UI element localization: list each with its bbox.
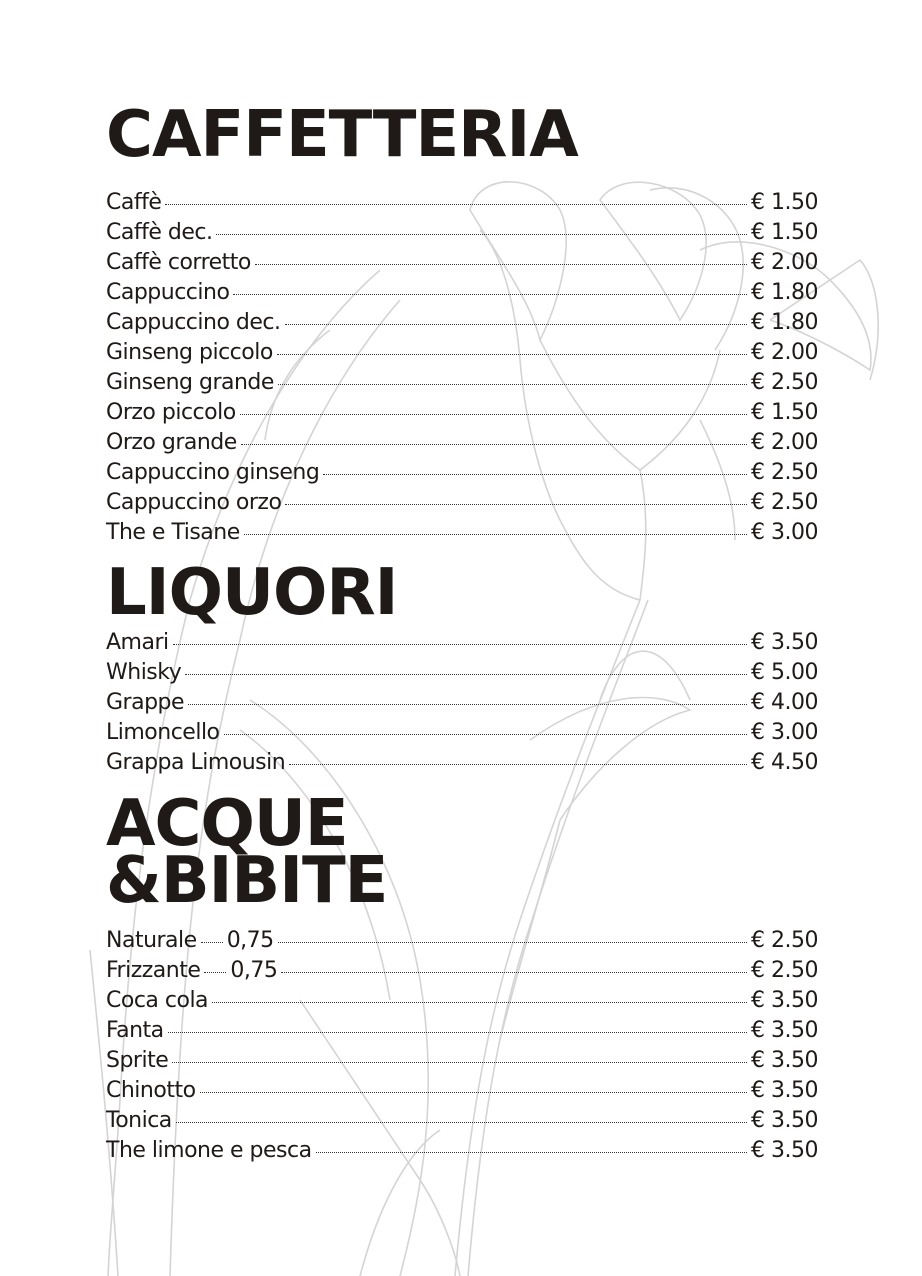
- menu-item-name: Caffè corretto: [106, 250, 251, 275]
- dot-leader: [289, 764, 747, 765]
- section-liquori: [106, 556, 818, 778]
- menu-item-name: Cappuccino orzo: [106, 490, 282, 515]
- dot-leader: [173, 644, 747, 645]
- dot-leader: [285, 504, 747, 505]
- menu-item-price: € 1.50: [751, 190, 818, 215]
- dot-leader: [240, 414, 747, 415]
- menu-item-price: € 2.00: [751, 430, 818, 455]
- menu-item: [106, 1076, 818, 1106]
- dot-leader: [278, 942, 747, 943]
- menu-item-name: Cappuccino: [106, 280, 230, 305]
- menu-item-name: Cappuccino ginseng: [106, 460, 320, 485]
- dot-leader: [216, 234, 747, 235]
- menu-item: [106, 658, 818, 688]
- menu-item: [106, 458, 818, 488]
- menu-item-price: € 4.00: [751, 690, 818, 715]
- menu-item: [106, 718, 818, 748]
- menu-item-price: € 5.00: [751, 660, 818, 685]
- menu-item-name: Orzo piccolo: [106, 400, 236, 425]
- dot-leader: [201, 942, 223, 943]
- dot-leader: [188, 704, 747, 705]
- section-title-caffetteria: CAFFETTERIA: [106, 98, 578, 172]
- menu-item: [106, 986, 818, 1016]
- menu-item-price: € 3.00: [751, 520, 818, 545]
- menu-item-price: € 3.00: [751, 720, 818, 745]
- menu-item: [106, 926, 818, 956]
- menu-item-quantity: 0,75: [230, 958, 278, 983]
- dot-leader: [255, 264, 747, 265]
- menu-item-name: Tonica: [106, 1108, 172, 1133]
- menu-item-name: Fanta: [106, 1018, 164, 1043]
- menu-item-price: € 3.50: [751, 1078, 818, 1103]
- dot-leader: [278, 384, 747, 385]
- menu-item-name: Naturale: [106, 928, 197, 953]
- menu-item-name: Coca cola: [106, 988, 209, 1013]
- dot-leader: [168, 1032, 747, 1033]
- section-title-acque-bibite: ACQUE &BIBITE: [106, 787, 388, 918]
- menu-item-price: € 3.50: [751, 1138, 818, 1163]
- menu-item-name: Orzo grande: [106, 430, 237, 455]
- menu-item: [106, 1106, 818, 1136]
- item-list-liquori: [106, 628, 818, 778]
- dot-leader: [233, 294, 747, 295]
- menu-item-price: € 2.50: [751, 460, 818, 485]
- menu-item-price: € 3.50: [751, 1048, 818, 1073]
- dot-leader: [316, 1152, 747, 1153]
- menu-item-name: Caffè: [106, 190, 162, 215]
- menu-item-price: € 1.80: [751, 310, 818, 335]
- menu-item-name: Amari: [106, 630, 169, 655]
- dot-leader: [176, 1122, 747, 1123]
- menu-item-price: € 1.50: [751, 220, 818, 245]
- menu-item-price: € 3.50: [751, 988, 818, 1013]
- menu-item-price: € 2.50: [751, 490, 818, 515]
- menu-item-name: The limone e pesca: [106, 1138, 312, 1163]
- menu-item-price: € 2.00: [751, 250, 818, 275]
- menu-item-name: Grappa Limousin: [106, 750, 286, 775]
- section-title-liquori: LIQUORI: [106, 556, 398, 630]
- menu-item: [106, 1016, 818, 1046]
- dot-leader: [172, 1062, 747, 1063]
- menu-item: [106, 338, 818, 368]
- dot-leader: [204, 972, 226, 973]
- menu-item-name: Whisky: [106, 660, 182, 685]
- menu-item: [106, 688, 818, 718]
- menu-item: [106, 748, 818, 778]
- menu-item-name: Caffè dec.: [106, 220, 213, 245]
- menu-item: [106, 188, 818, 218]
- menu-item-name: The e Tisane: [106, 520, 240, 545]
- menu-item: [106, 368, 818, 398]
- menu-item-name: Grappe: [106, 690, 185, 715]
- menu-item-name: Limoncello: [106, 720, 220, 745]
- menu-item-name: Sprite: [106, 1048, 169, 1073]
- menu-item-price: € 1.50: [751, 400, 818, 425]
- menu-item-name: Chinotto: [106, 1078, 196, 1103]
- item-list-caffetteria: [106, 188, 818, 548]
- menu-item-name: Cappuccino dec.: [106, 310, 281, 335]
- section-acque-bibite: [106, 787, 818, 1166]
- menu-item-price: € 3.50: [751, 630, 818, 655]
- menu-item-price: € 4.50: [751, 750, 818, 775]
- menu-item-name: Ginseng grande: [106, 370, 274, 395]
- section-caffetteria: [106, 98, 818, 548]
- menu-item: [106, 1046, 818, 1076]
- dot-leader: [277, 354, 747, 355]
- menu-item-price: € 2.50: [751, 370, 818, 395]
- menu-item-name: Frizzante: [106, 958, 201, 983]
- menu-item: [106, 488, 818, 518]
- menu-item: [106, 1136, 818, 1166]
- menu-item: [106, 278, 818, 308]
- dot-leader: [281, 972, 747, 973]
- menu-item-quantity: 0,75: [226, 928, 274, 953]
- dot-leader: [185, 674, 747, 675]
- item-list-acque-bibite: [106, 926, 818, 1166]
- menu-item-price: € 2.00: [751, 340, 818, 365]
- menu-item: [106, 398, 818, 428]
- menu-item-price: € 2.50: [751, 928, 818, 953]
- menu-item-price: € 2.50: [751, 958, 818, 983]
- menu-item-price: € 3.50: [751, 1018, 818, 1043]
- menu-item: [106, 428, 818, 458]
- menu-item: [106, 248, 818, 278]
- dot-leader: [200, 1092, 747, 1093]
- menu-item-name: Ginseng piccolo: [106, 340, 273, 365]
- dot-leader: [244, 534, 747, 535]
- menu-item-price: € 3.50: [751, 1108, 818, 1133]
- menu-item: [106, 518, 818, 548]
- menu-item: [106, 628, 818, 658]
- dot-leader: [285, 324, 748, 325]
- dot-leader: [323, 474, 747, 475]
- dot-leader: [212, 1002, 747, 1003]
- menu-item: [106, 956, 818, 986]
- menu-item-price: € 1.80: [751, 280, 818, 305]
- menu-item: [106, 308, 818, 338]
- dot-leader: [165, 204, 747, 205]
- dot-leader: [224, 734, 747, 735]
- dot-leader: [241, 444, 747, 445]
- menu-item: [106, 218, 818, 248]
